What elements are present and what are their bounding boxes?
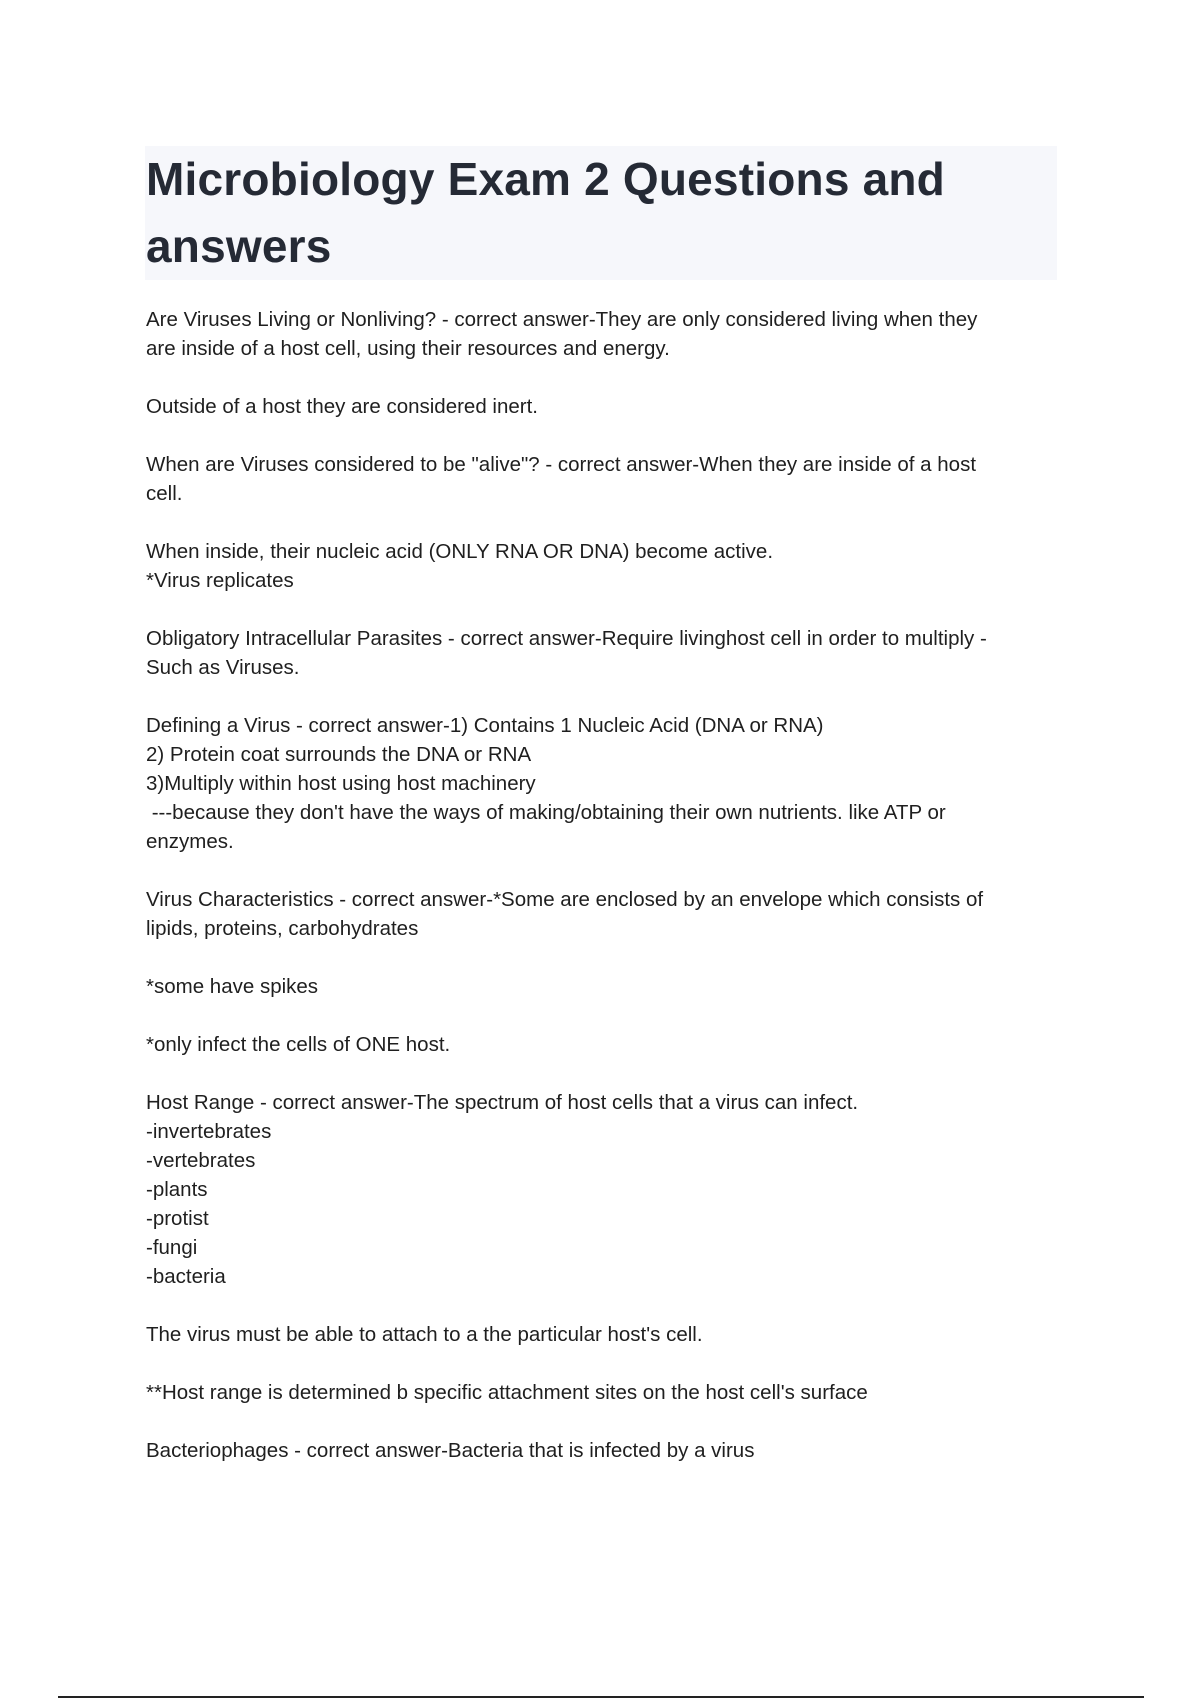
- text-line: Outside of a host they are considered inert.: [146, 395, 539, 418]
- qa-paragraph: [146, 1436, 1066, 1465]
- text-line: -plants: [146, 1178, 208, 1201]
- document-body: [146, 305, 1066, 1494]
- qa-paragraph: [146, 1378, 1066, 1407]
- text-line: Defining a Virus - correct answer-1) Contains 1 Nucleic Acid (DNA or RNA): [146, 714, 824, 737]
- text-line: -bacteria: [146, 1265, 226, 1288]
- text-line: ---because they don't have the ways of making/obtaining their own nutrients. like ATP or: [146, 801, 946, 824]
- qa-paragraph: [146, 450, 1066, 508]
- qa-paragraph: [146, 392, 1066, 421]
- text-line: lipids, proteins, carbohydrates: [146, 917, 419, 940]
- qa-paragraph: [146, 1088, 1066, 1291]
- text-line: -vertebrates: [146, 1149, 256, 1172]
- footer-divider: [58, 1696, 1144, 1698]
- text-line: When are Viruses considered to be "alive"? - correct answer-When they are inside of a host: [146, 453, 977, 476]
- text-line: The virus must be able to attach to a the particular host's cell.: [146, 1323, 703, 1346]
- qa-paragraph: [146, 711, 1066, 856]
- text-line: *only infect the cells of ONE host.: [146, 1033, 451, 1056]
- text-line: 2) Protein coat surrounds the DNA or RNA: [146, 743, 532, 766]
- text-line: Are Viruses Living or Nonliving? - correct answer-They are only considered living when they: [146, 308, 978, 331]
- text-line: **Host range is determined b specific attachment sites on the host cell's surface: [146, 1381, 868, 1404]
- qa-paragraph: [146, 885, 1066, 943]
- text-line: *Virus replicates: [146, 569, 294, 592]
- text-line: enzymes.: [146, 830, 234, 853]
- text-line: Such as Viruses.: [146, 656, 300, 679]
- text-line: -invertebrates: [146, 1120, 272, 1143]
- text-line: are inside of a host cell, using their resources and energy.: [146, 337, 670, 360]
- text-line: cell.: [146, 482, 183, 505]
- qa-paragraph: [146, 624, 1066, 682]
- qa-paragraph: [146, 972, 1066, 1001]
- text-line: Obligatory Intracellular Parasites - correct answer-Require livinghost cell in order to multiply -: [146, 627, 987, 650]
- text-line: -fungi: [146, 1236, 198, 1259]
- document-title: Microbiology Exam 2 Questions and answers: [146, 153, 945, 272]
- text-line: Bacteriophages - correct answer-Bacteria that is infected by a virus: [146, 1439, 755, 1462]
- text-line: Virus Characteristics - correct answer-*Some are enclosed by an envelope which consists of: [146, 888, 984, 911]
- qa-paragraph: [146, 305, 1066, 363]
- qa-paragraph: [146, 1030, 1066, 1059]
- text-line: -protist: [146, 1207, 209, 1230]
- text-line: Host Range - correct answer-The spectrum of host cells that a virus can infect.: [146, 1091, 859, 1114]
- title-banner: [145, 146, 1057, 280]
- text-line: When inside, their nucleic acid (ONLY RNA OR DNA) become active.: [146, 540, 774, 563]
- qa-paragraph: [146, 1320, 1066, 1349]
- qa-paragraph: [146, 537, 1066, 595]
- text-line: *some have spikes: [146, 975, 319, 998]
- text-line: 3)Multiply within host using host machinery: [146, 772, 536, 795]
